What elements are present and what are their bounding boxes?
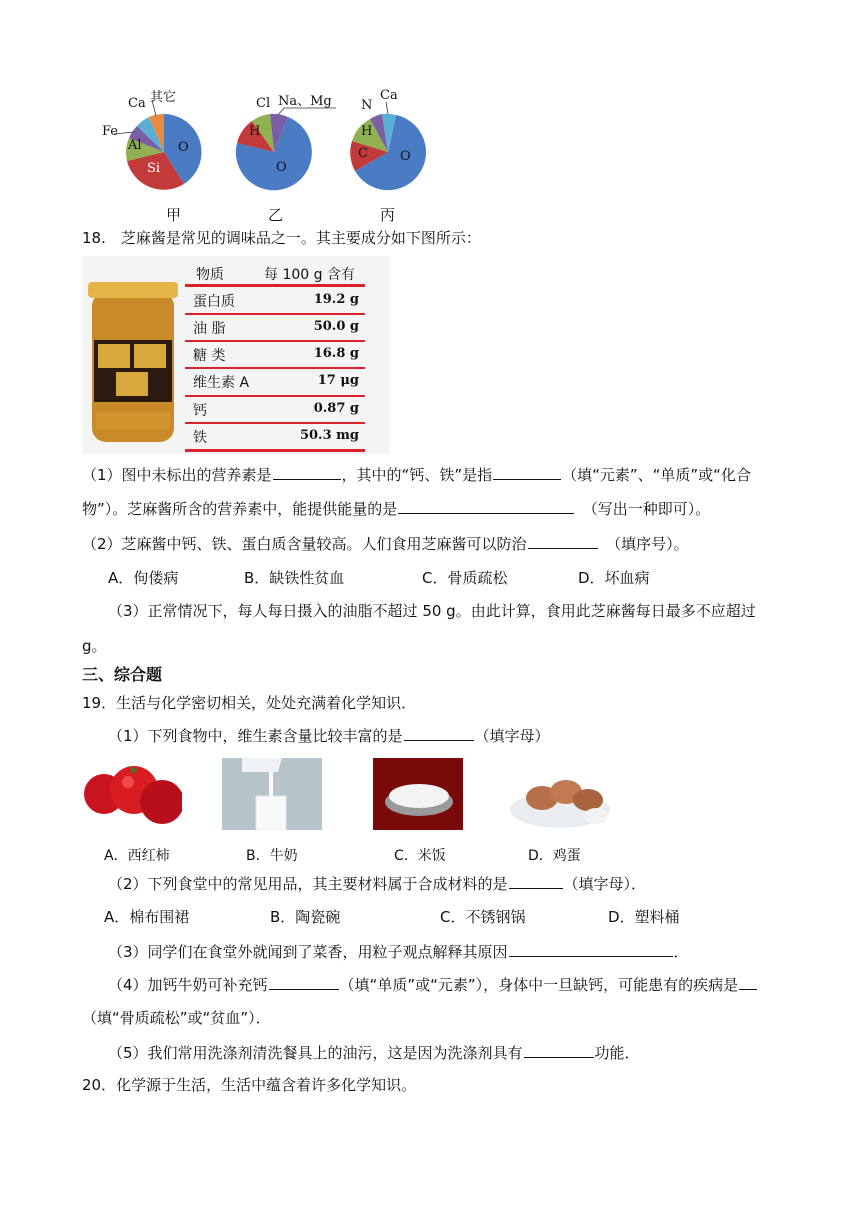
nutrition-row-protein [185, 287, 365, 314]
q19-p5-blank[interactable] [524, 1042, 594, 1058]
q19-p4-text-a: （4）加钙牛奶可补充钙 [108, 976, 268, 994]
nutrition-row-value: 19.2 g [313, 292, 359, 307]
pie-jia-label-ca: Ca [128, 96, 146, 111]
q20-stem: 20．化学源于生活，生活中蕴含着许多化学知识。 [82, 1076, 417, 1094]
pie-yi-label-h: H [249, 124, 261, 139]
q18-p2-text-b: （填序号）。 [613, 535, 689, 553]
pie-bing-label-ca: Ca [380, 88, 398, 103]
q19-p1-text-a: （1）下列食物中，维生素含量比较丰富的是 [108, 727, 403, 745]
nutrition-row-fat [185, 314, 365, 341]
q18-p2-blank[interactable] [528, 533, 598, 549]
nutrition-row-name: 油 脂 [193, 321, 226, 337]
q19-p2-text-b: （填字母）． [563, 875, 647, 893]
q19-part2 [108, 873, 646, 894]
q18-p1-blank-2[interactable] [493, 464, 561, 480]
q18-option-b: B．缺铁性贫血 [244, 569, 345, 587]
pie-jia-label-other: 其它 [150, 90, 177, 105]
pie-caption-jia: 甲 [166, 206, 182, 224]
q18-part2 [82, 533, 689, 554]
q18-p1-text-e: （写出一种即可）。 [590, 500, 711, 518]
q19-part1 [108, 725, 550, 746]
q19-p4-blank-1[interactable] [269, 974, 339, 990]
nutrition-row-name: 糖 类 [193, 348, 226, 364]
q19-p3-blank[interactable] [509, 941, 673, 957]
q18-p1-text-a: （1）图中未标出的营养素是 [82, 466, 272, 484]
nutrition-row-calcium [185, 396, 365, 423]
nutrition-row-iron [185, 423, 365, 450]
pie-yi-label-cl: Cl [256, 96, 271, 111]
q18-part1-line1 [82, 464, 751, 485]
q19-p5-text-b: 功能． [594, 1044, 640, 1062]
q19-stem: 19．生活与化学密切相关，处处充满着化学知识． [82, 694, 417, 712]
nutrition-header-value: 每 100 g 含有 [264, 267, 355, 283]
nutrition-row-name: 铁 [193, 430, 207, 446]
q18-option-a: A．佝偻病 [108, 569, 179, 587]
nutrition-row-value: 50.3 mg [299, 428, 359, 443]
nutrition-row-value: 17 μg [317, 373, 359, 388]
nutrition-rule-6 [185, 449, 365, 452]
nutrition-row-name: 钙 [193, 403, 207, 419]
q19-p5-text-a: （5）我们常用洗涤剂清洗餐具上的油污，这是因为洗涤剂具有 [108, 1044, 523, 1062]
q19-p1-text-b: （填字母） [474, 727, 550, 745]
pie-jia-label-fe: Fe [102, 124, 119, 139]
nutrition-header-name: 物质 [196, 267, 224, 283]
pie-chart-jia [100, 86, 220, 196]
q18-part3-line2: g。 [82, 637, 107, 655]
q18-p1-text-b: ，其中的“钙、铁”是指 [341, 466, 493, 484]
food-caption-c: C．米饭 [394, 848, 446, 864]
nutrition-row-name: 维生素 A [193, 375, 250, 391]
pie-chart-yi [232, 88, 342, 193]
milk-image [222, 758, 322, 830]
q19-part5 [108, 1042, 640, 1063]
q19-part3 [108, 941, 689, 962]
q19-p4-blank-2[interactable] [739, 974, 757, 990]
nutrition-row-sugar [185, 341, 365, 368]
q18-option-d: D．坏血病 [578, 569, 650, 587]
q19-p3-text-b: ． [673, 943, 689, 961]
q19-p4-text-b: （填“单质”或“元素”），身体中一旦缺钙，可能患有的疾病是 [339, 976, 739, 994]
food-caption-a: A．西红柿 [104, 848, 170, 864]
egg-image [506, 758, 614, 830]
pie-yi-label-o: O [276, 160, 287, 175]
pie-bing-label-c: C [358, 146, 368, 161]
nutrition-row-value: 0.87 g [313, 401, 359, 416]
pie-bing-label-n: N [361, 98, 373, 113]
nutrition-row-vitamin-a [185, 368, 365, 395]
nutrition-row-value: 50.0 g [313, 319, 359, 334]
pie-caption-yi: 乙 [268, 206, 284, 224]
q18-p1-text-c: （填“元素”、“单质”或“化合 [562, 466, 751, 484]
rice-image [373, 758, 463, 830]
q19-p1-blank[interactable] [404, 725, 474, 741]
sesame-jar-image [82, 262, 182, 452]
q18-part3-line1: （3）正常情况下，每人每日摄入的油脂不超过 50 g。由此计算，食用此芝麻酱每日最多不应超过 [108, 602, 756, 620]
pie-yi-label-namg: Na、Mg [278, 94, 332, 109]
q19-option-c: C．不锈钢锅 [440, 908, 526, 926]
section-3-heading: 三、综合题 [82, 665, 163, 684]
nutrition-row-name: 蛋白质 [193, 294, 235, 310]
pie-bing-label-o: O [400, 149, 411, 164]
q18-stem: 18. 芝麻酱是常见的调味品之一。其主要成分如下图所示： [82, 229, 481, 247]
pie-caption-bing: 丙 [380, 206, 396, 224]
food-caption-b: B．牛奶 [246, 848, 298, 864]
nutrition-row-value: 16.8 g [313, 346, 359, 361]
food-caption-d: D．鸡蛋 [528, 848, 581, 864]
q19-option-d: D．塑料桶 [608, 908, 680, 926]
pie-bing-label-h: H [361, 124, 373, 139]
pie-jia-label-si: Si [147, 161, 161, 176]
q19-p2-blank[interactable] [509, 873, 563, 889]
q18-p2-text-a: （2）芝麻酱中钙、铁、蛋白质含量较高。人们食用芝麻酱可以防治 [82, 535, 527, 553]
q19-part4-line2: （填“骨质疏松”或“贫血”）． [82, 1009, 271, 1027]
q18-option-c: C．骨质疏松 [422, 569, 508, 587]
q19-p3-text-a: （3）同学们在食堂外就闻到了菜香，用粒子观点解释其原因 [108, 943, 508, 961]
pie-jia-label-al: Al [128, 138, 142, 153]
q19-option-b: B．陶瓷碗 [270, 908, 341, 926]
q18-p1-text-d: 物”）。芝麻酱所含的营养素中，能提供能量的是 [82, 500, 398, 518]
q19-p2-text-a: （2）下列食堂中的常见用品，其主要材料属于合成材料的是 [108, 875, 508, 893]
tomato-image [82, 758, 182, 830]
q18-p1-blank-3[interactable] [398, 498, 574, 514]
q19-option-a: A．棉布围裙 [104, 908, 190, 926]
pie-chart-bing [346, 86, 436, 194]
q18-part1-line2 [82, 498, 710, 519]
q18-p1-blank-1[interactable] [273, 464, 341, 480]
q19-part4-line1 [108, 974, 758, 995]
pie-jia-label-o: O [178, 140, 189, 155]
